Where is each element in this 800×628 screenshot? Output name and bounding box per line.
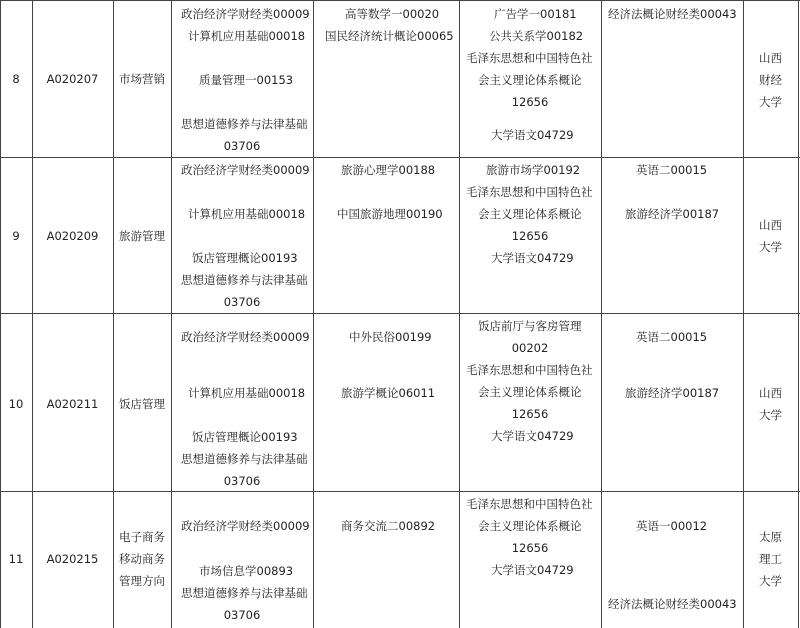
course-item: 饭店管理概论00193 [192, 251, 298, 265]
course-item: 12656 [511, 541, 549, 555]
row-index: 11 [8, 552, 24, 566]
course-item: 旅游学概论06011 [341, 386, 436, 400]
major-code: A020209 [46, 229, 99, 243]
course-item: 03706 [223, 608, 261, 622]
school-name: 大学 [759, 95, 782, 109]
row-divider [0, 157, 800, 158]
major-name: 旅游管理 [119, 229, 165, 243]
major-code: A020211 [46, 397, 99, 411]
course-item: 12656 [511, 407, 549, 421]
major-code: A020207 [46, 72, 99, 86]
row-divider [0, 491, 800, 492]
table-border [0, 0, 1, 628]
course-item: 大学语文04729 [491, 128, 574, 142]
course-item: 中国旅游地理00190 [337, 207, 443, 221]
course-item: 饭店管理概论00193 [192, 430, 298, 444]
column-divider [601, 0, 602, 628]
course-item: 旅游心理学00188 [341, 163, 436, 177]
row-divider [0, 0, 800, 1]
course-item: 思想道德修养与法律基础 [181, 117, 308, 131]
course-item: 03706 [223, 139, 261, 153]
course-item: 饭店前厅与客房管理 [478, 319, 582, 333]
course-item: 计算机应用基础00018 [188, 386, 306, 400]
row-divider [0, 313, 800, 314]
course-item: 广告学一00181 [494, 7, 577, 21]
course-item: 英语二00015 [636, 330, 708, 344]
column-divider [171, 0, 172, 628]
school-name: 山西 [759, 218, 782, 232]
row-index: 8 [12, 72, 20, 86]
course-item: 市场信息学00893 [199, 564, 294, 578]
course-item: 商务交流二00892 [341, 519, 436, 533]
table-border [798, 0, 799, 628]
course-item: 政治经济学财经类00009 [181, 7, 310, 21]
course-item: 中外民俗00199 [349, 330, 432, 344]
course-item: 会主义理论体系概论 [478, 519, 582, 533]
course-item: 计算机应用基础00018 [188, 207, 306, 221]
column-divider [32, 0, 33, 628]
course-item: 思想道德修养与法律基础 [181, 586, 308, 600]
course-item: 00202 [511, 341, 549, 355]
course-item: 旅游市场学00192 [486, 163, 581, 177]
school-name: 理工 [759, 552, 782, 566]
course-item: 经济法概论财经类00043 [608, 7, 737, 21]
course-item: 大学语文04729 [491, 251, 574, 265]
major-code: A020215 [46, 552, 99, 566]
course-item: 大学语文04729 [491, 429, 574, 443]
school-name: 财经 [759, 73, 782, 87]
course-item: 旅游经济学00187 [625, 386, 720, 400]
course-item: 国民经济统计概论00065 [325, 29, 454, 43]
course-item: 旅游经济学00187 [625, 207, 720, 221]
school-name: 山西 [759, 51, 782, 65]
course-item: 会主义理论体系概论 [478, 385, 582, 399]
course-item: 毛泽东思想和中国特色社 [466, 185, 593, 199]
course-item: 高等数学一00020 [345, 7, 440, 21]
course-item: 12656 [511, 95, 549, 109]
course-item: 毛泽东思想和中国特色社 [466, 51, 593, 65]
major-name: 饭店管理 [119, 397, 165, 411]
school-name: 大学 [759, 408, 782, 422]
course-item: 思想道德修养与法律基础 [181, 452, 308, 466]
course-item: 计算机应用基础00018 [188, 29, 306, 43]
course-item: 毛泽东思想和中国特色社 [466, 497, 593, 511]
column-divider [313, 0, 314, 628]
course-item: 英语二00015 [636, 163, 708, 177]
course-item: 大学语文04729 [491, 563, 574, 577]
major-name: 管理方向 [119, 574, 165, 588]
course-item: 质量管理一00153 [199, 73, 294, 87]
course-item: 会主义理论体系概论 [478, 207, 582, 221]
course-item: 毛泽东思想和中国特色社 [466, 363, 593, 377]
course-item: 政治经济学财经类00009 [181, 519, 310, 533]
school-name: 山西 [759, 386, 782, 400]
course-item: 经济法概论财经类00043 [608, 597, 737, 611]
school-name: 大学 [759, 240, 782, 254]
course-item: 03706 [223, 474, 261, 488]
school-name: 太原 [759, 530, 782, 544]
course-item: 公共关系学00182 [489, 29, 584, 43]
row-index: 10 [8, 397, 24, 411]
school-name: 大学 [759, 574, 782, 588]
row-index: 9 [12, 229, 20, 243]
major-name: 市场营销 [119, 72, 165, 86]
course-item: 政治经济学财经类00009 [181, 330, 310, 344]
major-name: 电子商务 [119, 530, 165, 544]
course-item: 03706 [223, 295, 261, 309]
course-item: 会主义理论体系概论 [478, 73, 582, 87]
course-item: 英语一00012 [636, 519, 708, 533]
course-item: 12656 [511, 229, 549, 243]
course-item: 政治经济学财经类00009 [181, 163, 310, 177]
major-name: 移动商务 [119, 552, 165, 566]
course-item: 思想道德修养与法律基础 [181, 273, 308, 287]
